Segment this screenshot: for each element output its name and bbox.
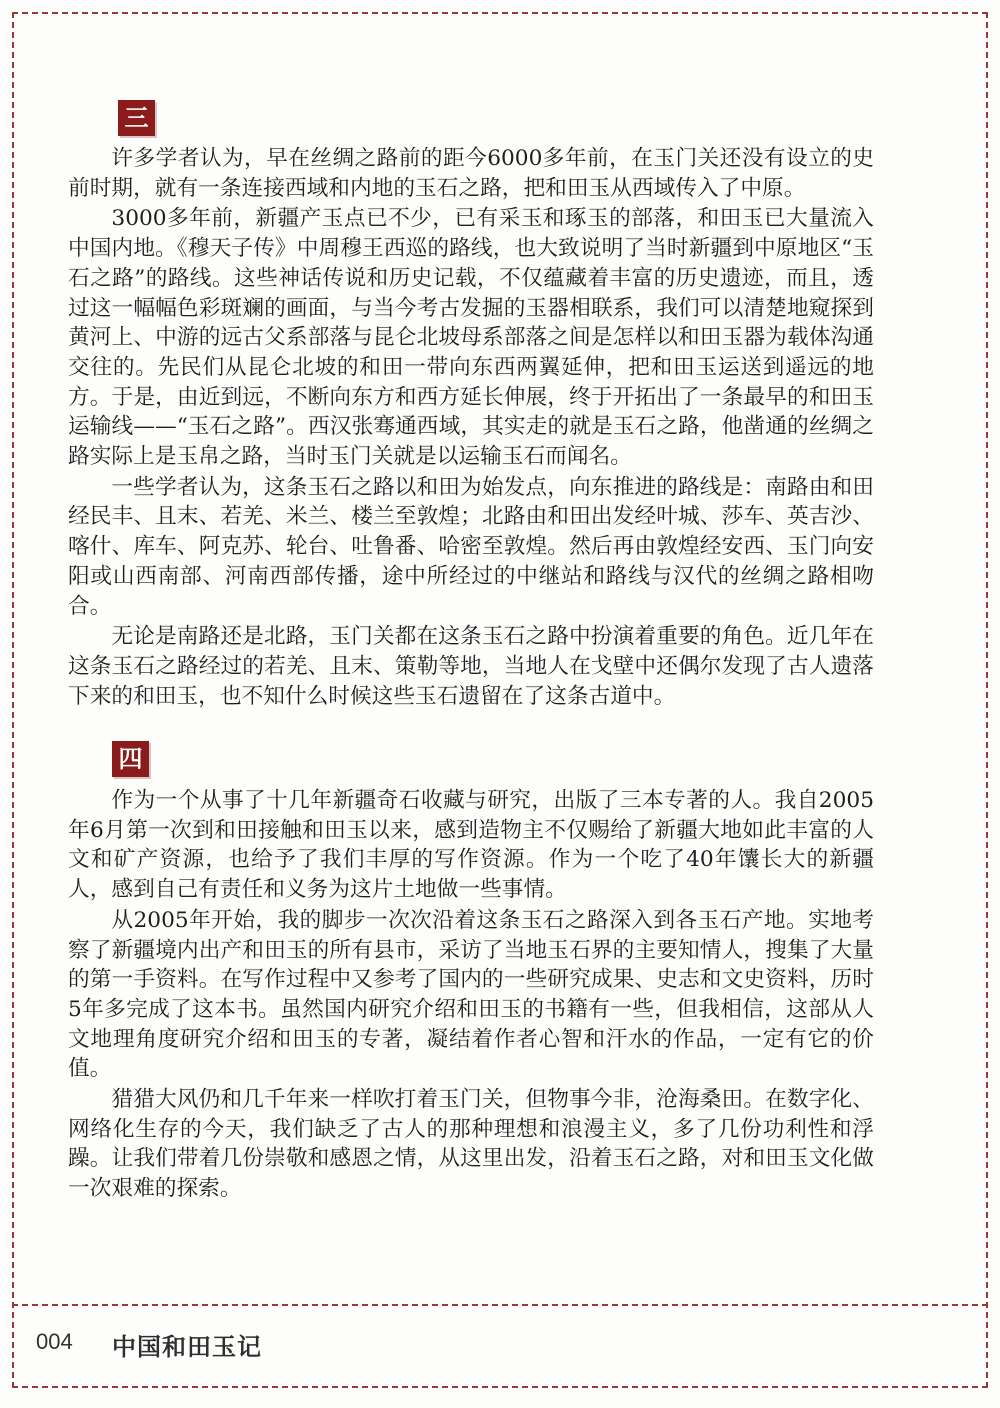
running-book-title: 中国和田玉记	[112, 1332, 262, 1361]
paragraph: 作为一个从事了十几年新疆奇石收藏与研究，出版了三本专著的人。我自2005年6月第一次到和田接触和田玉以来，感到造物主不仅赐给了新疆大地如此丰富的人文和矿产资源，也给予了我们丰厚的写作资源。作为一个吃了40年馕长大的新疆人，感到自己有责任和义务为这片土地做一些事情。	[68, 788, 874, 903]
section-three-body	[68, 144, 874, 712]
section-heading-three: 三	[118, 100, 155, 136]
paragraph: 一些学者认为，这条玉石之路以和田为始发点，向东推进的路线是：南路由和田经民丰、且末、若羌、米兰、楼兰至敦煌；北路由和田出发经叶城、莎车、英吉沙、喀什、库车、阿克苏、轮台、吐鲁番、哈密至敦煌。然后再由敦煌经安西、玉门向安阳或山西南部、河南西部传播，途中所经过的中继站和路线与汉代的丝绸之路相吻合。	[68, 474, 874, 619]
paragraph: 许多学者认为，早在丝绸之路前的距今6000多年前，在玉门关还没有设立的史前时期，就有一条连接西域和内地的玉石之路，把和田玉从西域传入了中原。	[68, 146, 874, 201]
paragraph: 无论是南路还是北路，玉门关都在这条玉石之路中扮演着重要的角色。近几年在这条玉石之路经过的若羌、且末、策勒等地，当地人在戈壁中还偶尔发现了古人遗落下来的和田玉，也不知什么时候这些玉石遗留在了这条古道中。	[68, 624, 874, 709]
paragraph: 猎猎大风仍和几千年来一样吹打着玉门关，但物事今非，沧海桑田。在数字化、网络化生存的今天，我们缺乏了古人的那种理想和浪漫主义，多了几份功利性和浮躁。让我们带着几份崇敬和感恩之情，从这里出发，沿着玉石之路，对和田玉文化做一次艰难的探索。	[68, 1087, 874, 1202]
footer-divider	[12, 1304, 988, 1306]
paragraph: 从2005年开始，我的脚步一次次沿着这条玉石之路深入到各玉石产地。实地考察了新疆境内出产和田玉的所有县市，采访了当地玉石界的主要知情人，搜集了大量的第一手资料。在写作过程中又参考了国内的一些研究成果、史志和文史资料，历时5年多完成了这本书。虽然国内研究介绍和田玉的书籍有一些，但我相信，这部从人文地理角度研究介绍和田玉的专著，凝结着作者心智和汗水的作品，一定有它的价值。	[68, 907, 874, 1082]
page-number: 004	[36, 1329, 73, 1354]
paragraph: 3000多年前，新疆产玉点已不少，已有采玉和琢玉的部落，和田玉已大量流入中国内地。《穆天子传》中周穆王西巡的路线，也大致说明了当时新疆到中原地区“玉石之路”的路线。这些神话传说和历史记载，不仅蕴藏着丰富的历史遗迹，而且，透过这一幅幅色彩斑斓的画面，与当今考古发掘的玉器相联系，我们可以清楚地窥探到黄河上、中游的远古父系部落与昆仑北坡母系部落之间是怎样以和田玉器为载体沟通交往的。先民们从昆仑北坡的和田一带向东西两翼延伸，把和田玉运送到遥远的地方。于是，由近到远，不断向东方和西方延长伸展，终于开拓出了一条最早的和田玉运输线——“玉石之路”。西汉张骞通西域，其实走的就是玉石之路，他凿通的丝绸之路实际上是玉帛之路，当时玉门关就是以运输玉石而闻名。	[68, 206, 874, 470]
section-four-body	[68, 786, 874, 1205]
section-heading-four: 四	[112, 741, 149, 777]
